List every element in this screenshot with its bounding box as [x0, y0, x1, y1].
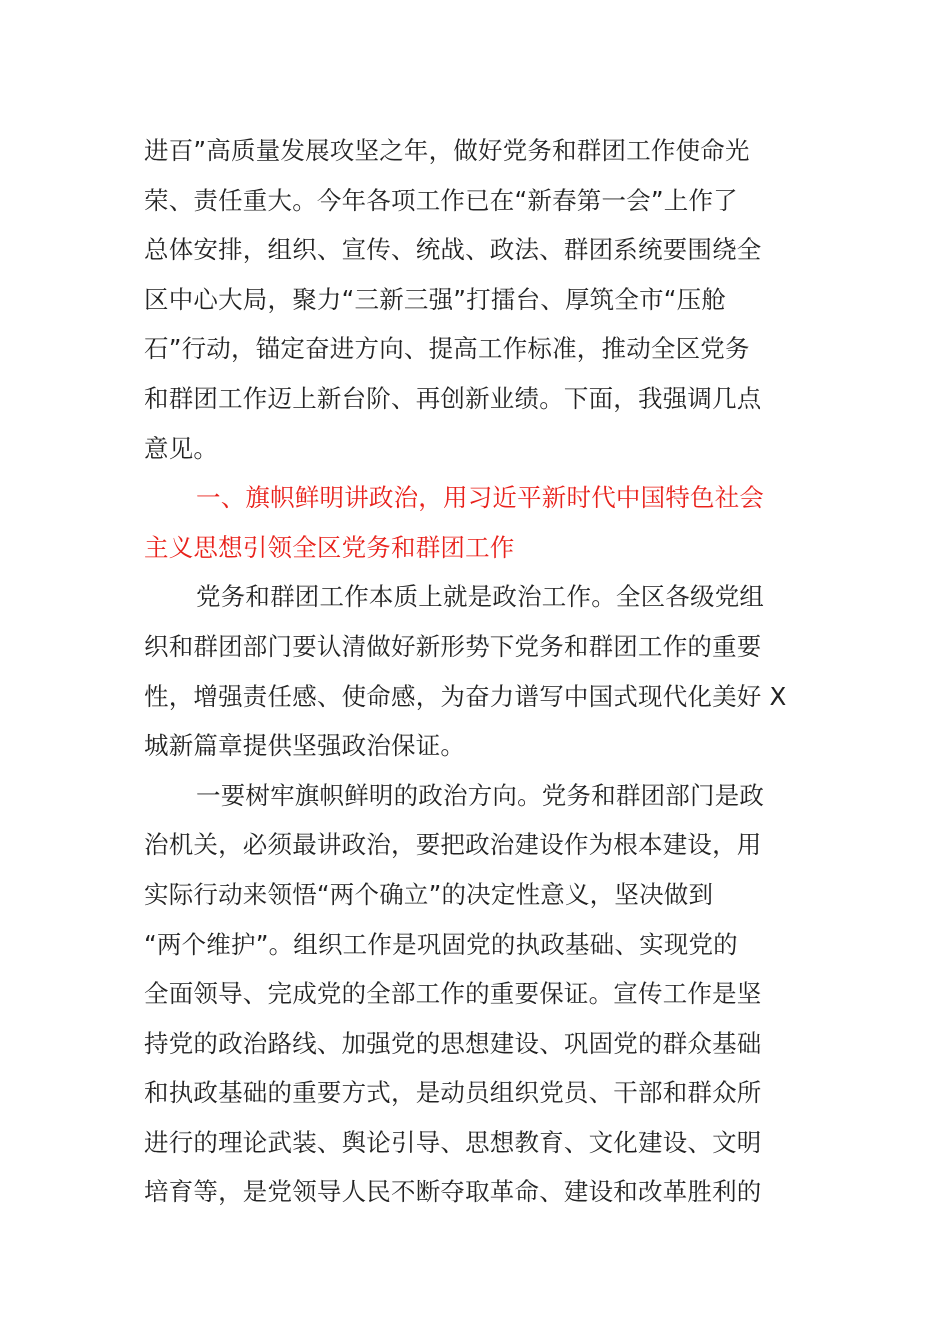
- document-body: [144, 126, 804, 1217]
- body-line: 性，增强责任感、使命感，为奋力谱写中国式现代化美好 X: [144, 681, 787, 711]
- section-heading-line: 主义思想引领全区党务和群团工作: [144, 532, 515, 562]
- body-line: 区中心大局，聚力“三新三强”打擂台、厚筑全市“压舱: [144, 284, 727, 314]
- body-line: 党务和群团工作本质上就是政治工作。全区各级党组: [196, 582, 765, 612]
- body-line: 城新篇章提供坚强政治保证。: [144, 731, 466, 761]
- body-line: 进行的理论武装、舆论引导、思想教育、文化建设、文明: [144, 1127, 762, 1157]
- section-heading-line: 一、旗帜鲜明讲政治，用习近平新时代中国特色社会: [196, 483, 765, 513]
- body-line: 和执政基础的重要方式，是动员组织党员、干部和群众所: [144, 1078, 762, 1108]
- body-line: “两个维护”。组织工作是巩固党的执政基础、实现党的: [144, 929, 738, 959]
- body-line: 一要树牢旗帜鲜明的政治方向。党务和群团部门是政: [196, 780, 765, 810]
- body-line: 治机关，必须最讲政治，要把政治建设作为根本建设，用: [144, 830, 762, 860]
- body-line: 总体安排，组织、宣传、统战、政法、群团系统要围绕全: [144, 235, 762, 265]
- body-line: 全面领导、完成党的全部工作的重要保证。宣传工作是坚: [144, 979, 762, 1009]
- body-line: 培育等，是党领导人民不断夺取革命、建设和改革胜利的: [144, 1177, 762, 1207]
- body-line: 意见。: [144, 433, 219, 463]
- body-line: 和群团工作迈上新台阶、再创新业绩。下面，我强调几点: [144, 383, 762, 413]
- body-line: 石”行动，锚定奋进方向、提高工作标准，推动全区党务: [144, 334, 750, 364]
- body-line: 荣、责任重大。今年各项工作已在“新春第一会”上作了: [144, 185, 738, 215]
- body-line: 持党的政治路线、加强党的思想建设、巩固党的群众基础: [144, 1028, 762, 1058]
- body-line: 实际行动来领悟“两个确立”的决定性意义，坚决做到: [144, 879, 714, 909]
- body-line: 织和群团部门要认清做好新形势下党务和群团工作的重要: [144, 631, 762, 661]
- body-line: 进百”高质量发展攻坚之年，做好党务和群团工作使命光: [144, 136, 750, 165]
